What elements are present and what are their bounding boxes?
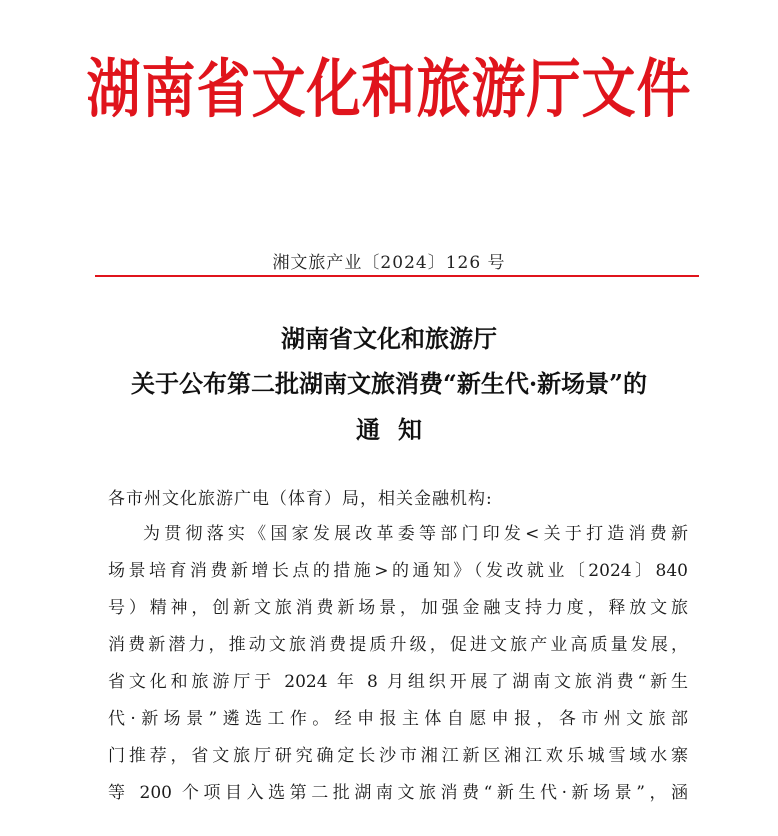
salutation: 各市州文化旅游广电（体育）局，相关金融机构: [108, 489, 493, 509]
body-line: 为贯彻落实《国家发展改革委等部门印发<关于打造消费新 [143, 524, 688, 544]
body-line: 代·新场景”遴选工作。经申报主体自愿申报，各市州文旅部 [108, 709, 688, 729]
body-line: 门推荐，省文旅厅研究确定长沙市湘江新区湘江欢乐城雪域水寨 [108, 746, 688, 766]
body-line: 省文化和旅游厅于 2024 年 8 月组织开展了湖南文旅消费“新生 [108, 672, 688, 692]
document-number: 湘文旅产业〔2024〕126 号 [272, 253, 506, 273]
notice-title-line-1: 湖南省文化和旅游厅 [281, 324, 497, 353]
body-line: 等 200 个项目入选第二批湖南文旅消费“新生代·新场景”，涵 [108, 783, 688, 803]
notice-title-line-3: 通知 [356, 415, 440, 444]
red-divider-line [95, 275, 699, 277]
body-line: 场景培育消费新增长点的措施>的通知》（发改就业〔2024〕840 [108, 561, 688, 581]
notice-title-line-2: 关于公布第二批湖南文旅消费“新生代·新场景”的 [131, 369, 647, 398]
document-header-title: 湖南省文化和旅游厅文件 [86, 52, 692, 127]
body-line: 消费新潜力，推动文旅消费提质升级，促进文旅产业高质量发展， [108, 635, 688, 655]
body-line: 号）精神，创新文旅消费新场景，加强金融支持力度，释放文旅 [108, 598, 688, 618]
